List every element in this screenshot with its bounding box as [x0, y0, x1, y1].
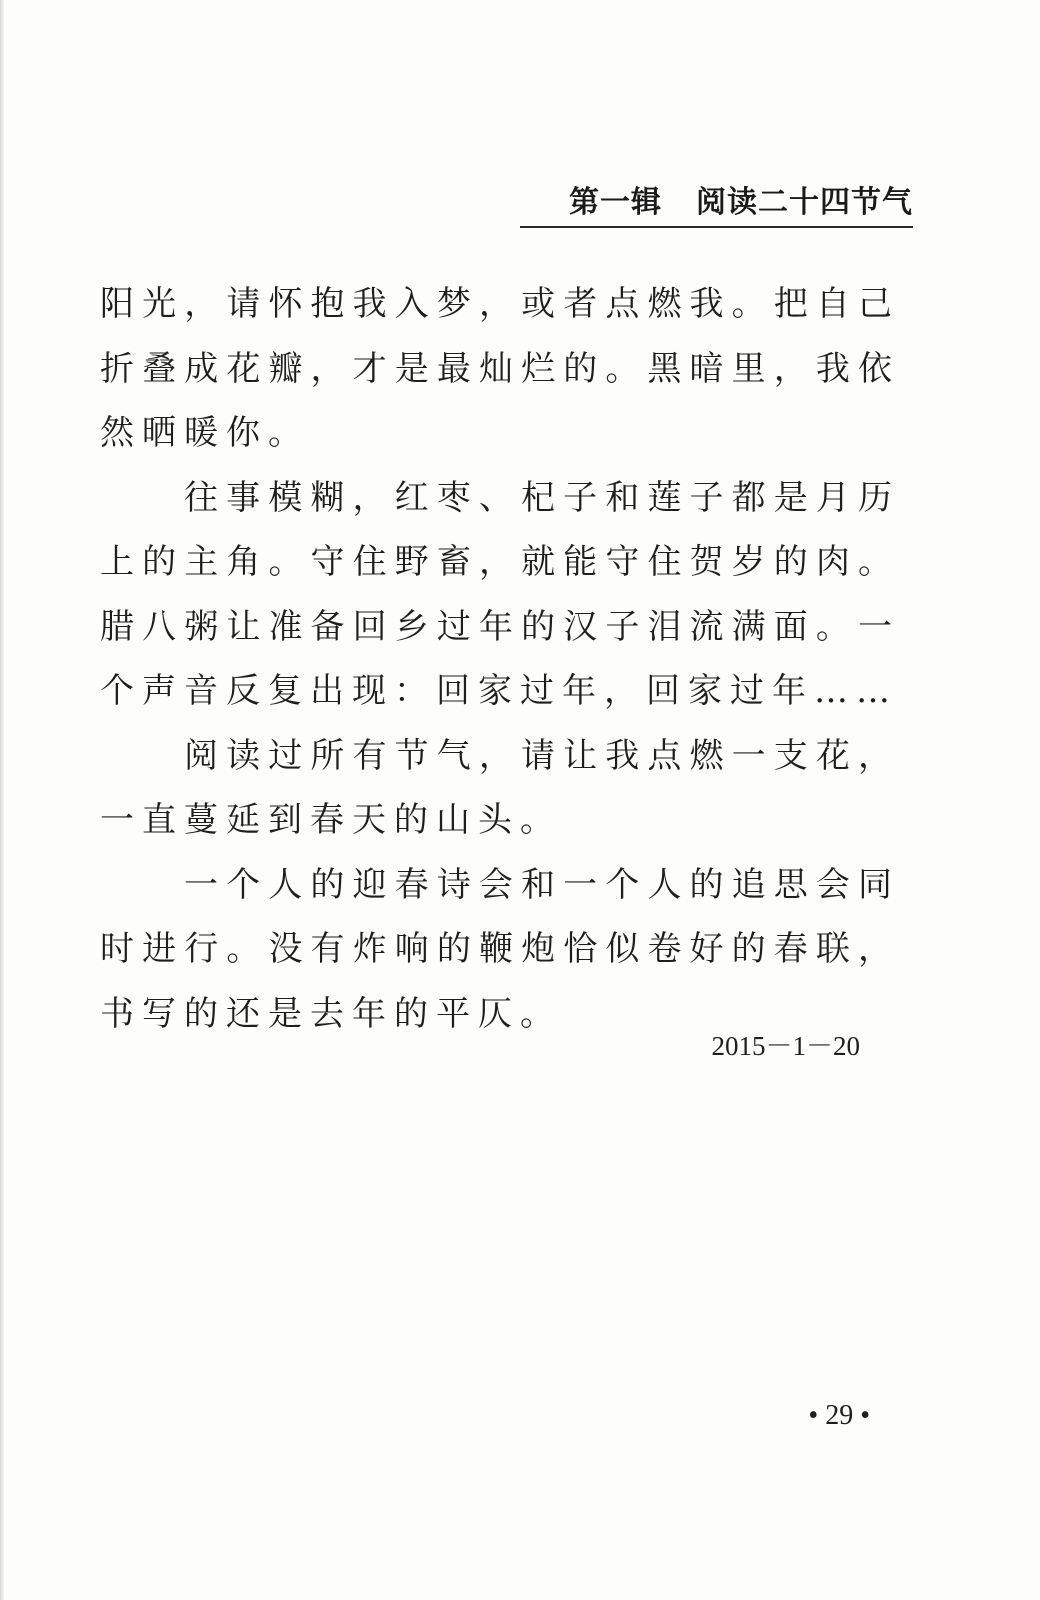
page-number: • 29 •	[808, 1400, 870, 1431]
paragraph-4: 一个人的迎春诗会和一个人的追思会同时进行。没有炸响的鞭炮恰似卷好的春联，书写的还是去年的平仄。	[100, 864, 900, 1034]
chapter-label: 第一辑	[569, 185, 662, 220]
paragraph-1: 阳光，请怀抱我入梦，或者点燃我。把自己折叠成花瓣，才是最灿烂的。黑暗里，我依然晒暖你。	[100, 284, 900, 453]
scan-edge	[0, 0, 4, 1600]
paragraph-3: 阅读过所有节气，请让我点燃一支花，一直蔓延到春天的山头。	[100, 735, 900, 840]
header-rule	[520, 226, 913, 228]
paragraph-2: 往事模糊，红枣、杞子和莲子都是月历上的主角。守住野畜，就能守住贺岁的肉。腊八粥让准备回乡过年的汉子泪流满面。一个声音反复出现：回家过年，回家过年……	[100, 477, 900, 711]
running-head	[520, 182, 913, 224]
date-stamp: 2015－1－20	[711, 1031, 860, 1061]
body-text	[100, 272, 900, 1046]
section-title: 阅读二十四节气	[696, 185, 913, 220]
